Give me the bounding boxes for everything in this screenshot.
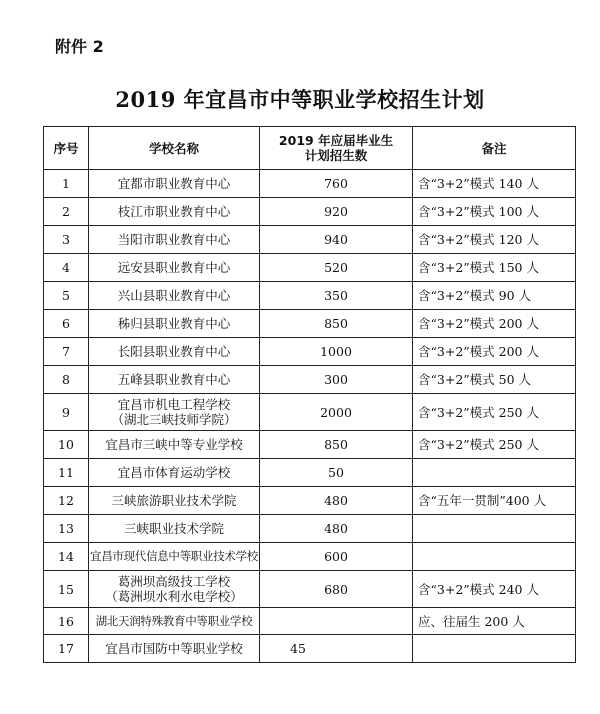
cell-no: 15 xyxy=(44,571,89,608)
cell-plan-count: 1000 xyxy=(260,338,413,366)
column-header-plan-line1: 2019 年应届毕业生 xyxy=(278,133,394,148)
table-row xyxy=(44,487,576,515)
cell-no: 3 xyxy=(44,226,89,254)
school-name-line2: （湖北三峡技师学院） xyxy=(111,412,237,427)
school-name-line1: 远安县职业教育中心 xyxy=(117,260,231,275)
cell-no: 12 xyxy=(44,487,89,515)
table-row xyxy=(44,338,576,366)
school-name-line1: 兴山县职业教育中心 xyxy=(117,288,231,303)
school-name-line1: 当阳市职业教育中心 xyxy=(117,232,231,247)
cell-school-name xyxy=(89,487,260,515)
school-name-line1: 宜昌市国防中等职业学校 xyxy=(105,641,243,656)
cell-plan-count: 50 xyxy=(260,459,413,487)
cell-plan-count: 680 xyxy=(260,571,413,608)
cell-note: 含“3+2”模式 90 人 xyxy=(413,282,576,310)
column-header-plan xyxy=(260,127,413,170)
cell-school-name xyxy=(89,366,260,394)
cell-school-name xyxy=(89,310,260,338)
cell-no: 4 xyxy=(44,254,89,282)
table-row xyxy=(44,394,576,431)
cell-note: 应、往届生 200 人 xyxy=(413,608,576,635)
cell-no: 13 xyxy=(44,515,89,543)
cell-school-name xyxy=(89,431,260,459)
cell-plan-count: 350 xyxy=(260,282,413,310)
table-row xyxy=(44,254,576,282)
cell-note: 含“3+2”模式 140 人 xyxy=(413,170,576,198)
cell-school-name xyxy=(89,338,260,366)
cell-school-name xyxy=(89,571,260,608)
school-name-line1: 三峡职业技术学院 xyxy=(123,521,224,536)
table-row xyxy=(44,310,576,338)
cell-no: 5 xyxy=(44,282,89,310)
table-row xyxy=(44,431,576,459)
cell-plan-count: 850 xyxy=(260,310,413,338)
cell-school-name xyxy=(89,282,260,310)
cell-note: 含“五年一贯制”400 人 xyxy=(413,487,576,515)
cell-school-name xyxy=(89,394,260,431)
cell-school-name xyxy=(89,254,260,282)
cell-note: 含“3+2”模式 200 人 xyxy=(413,310,576,338)
cell-plan-count: 2000 xyxy=(260,394,413,431)
cell-plan-count: 940 xyxy=(260,226,413,254)
cell-note xyxy=(413,515,576,543)
cell-no: 16 xyxy=(44,608,89,635)
school-name-line2: （葛洲坝水利水电学校） xyxy=(105,589,243,604)
cell-note xyxy=(413,635,576,663)
cell-note xyxy=(413,459,576,487)
cell-note: 含“3+2”模式 50 人 xyxy=(413,366,576,394)
cell-note xyxy=(413,543,576,571)
cell-school-name xyxy=(89,543,260,571)
attachment-label: 附件 2 xyxy=(55,37,104,56)
cell-note: 含“3+2”模式 240 人 xyxy=(413,571,576,608)
school-name-line1: 湖北天润特殊教育中等职业学校 xyxy=(95,613,253,628)
school-name-line1: 枝江市职业教育中心 xyxy=(117,204,231,219)
cell-note: 含“3+2”模式 200 人 xyxy=(413,338,576,366)
cell-plan-count: 920 xyxy=(260,198,413,226)
cell-no: 2 xyxy=(44,198,89,226)
school-name-line1: 宜昌市三峡中等专业学校 xyxy=(105,437,243,452)
school-name-line1: 宜都市职业教育中心 xyxy=(117,176,231,191)
cell-plan-count: 480 xyxy=(260,487,413,515)
cell-plan-count: 480 xyxy=(260,515,413,543)
cell-plan-count: 45 xyxy=(260,635,413,663)
column-header-plan-line2: 计划招生数 xyxy=(304,148,368,163)
table-row xyxy=(44,226,576,254)
school-name-line1: 宜昌市体育运动学校 xyxy=(117,465,231,480)
table-row xyxy=(44,459,576,487)
cell-no: 1 xyxy=(44,170,89,198)
column-header-school: 学校名称 xyxy=(89,127,260,170)
table-row xyxy=(44,282,576,310)
table-row xyxy=(44,170,576,198)
table-row xyxy=(44,366,576,394)
table-row xyxy=(44,198,576,226)
column-header-no: 序号 xyxy=(44,127,89,170)
page-title: 2019 年宜昌市中等职业学校招生计划 xyxy=(115,87,485,112)
cell-no: 8 xyxy=(44,366,89,394)
cell-plan-count xyxy=(260,608,413,635)
cell-note: 含“3+2”模式 250 人 xyxy=(413,431,576,459)
cell-no: 10 xyxy=(44,431,89,459)
school-name-line1: 长阳县职业教育中心 xyxy=(117,344,231,359)
cell-plan-count: 520 xyxy=(260,254,413,282)
cell-school-name xyxy=(89,459,260,487)
cell-plan-count: 600 xyxy=(260,543,413,571)
cell-plan-count: 850 xyxy=(260,431,413,459)
cell-no: 9 xyxy=(44,394,89,431)
cell-note: 含“3+2”模式 150 人 xyxy=(413,254,576,282)
cell-plan-count: 760 xyxy=(260,170,413,198)
cell-no: 14 xyxy=(44,543,89,571)
cell-school-name xyxy=(89,226,260,254)
table-row xyxy=(44,515,576,543)
cell-note: 含“3+2”模式 120 人 xyxy=(413,226,576,254)
column-header-note: 备注 xyxy=(413,127,576,170)
school-name-line1: 宜昌市现代信息中等职业技术学校 xyxy=(90,549,258,563)
cell-school-name xyxy=(89,635,260,663)
cell-school-name xyxy=(89,515,260,543)
table-row xyxy=(44,635,576,663)
school-name-line1: 三峡旅游职业技术学院 xyxy=(111,493,237,508)
cell-school-name xyxy=(89,170,260,198)
cell-note: 含“3+2”模式 100 人 xyxy=(413,198,576,226)
enrollment-plan-table xyxy=(43,126,576,663)
cell-no: 11 xyxy=(44,459,89,487)
cell-no: 7 xyxy=(44,338,89,366)
cell-school-name xyxy=(89,608,260,635)
school-name-line1: 葛洲坝高级技工学校 xyxy=(117,574,231,589)
school-name-line1: 宜昌市机电工程学校 xyxy=(117,397,231,412)
table-row xyxy=(44,608,576,635)
cell-no: 17 xyxy=(44,635,89,663)
cell-no: 6 xyxy=(44,310,89,338)
table-body xyxy=(44,170,576,663)
table-row xyxy=(44,571,576,608)
school-name-line1: 五峰县职业教育中心 xyxy=(117,372,231,387)
table-header-row xyxy=(44,127,576,170)
cell-note: 含“3+2”模式 250 人 xyxy=(413,394,576,431)
school-name-line1: 秭归县职业教育中心 xyxy=(117,316,231,331)
table-row xyxy=(44,543,576,571)
cell-plan-count: 300 xyxy=(260,366,413,394)
cell-school-name xyxy=(89,198,260,226)
